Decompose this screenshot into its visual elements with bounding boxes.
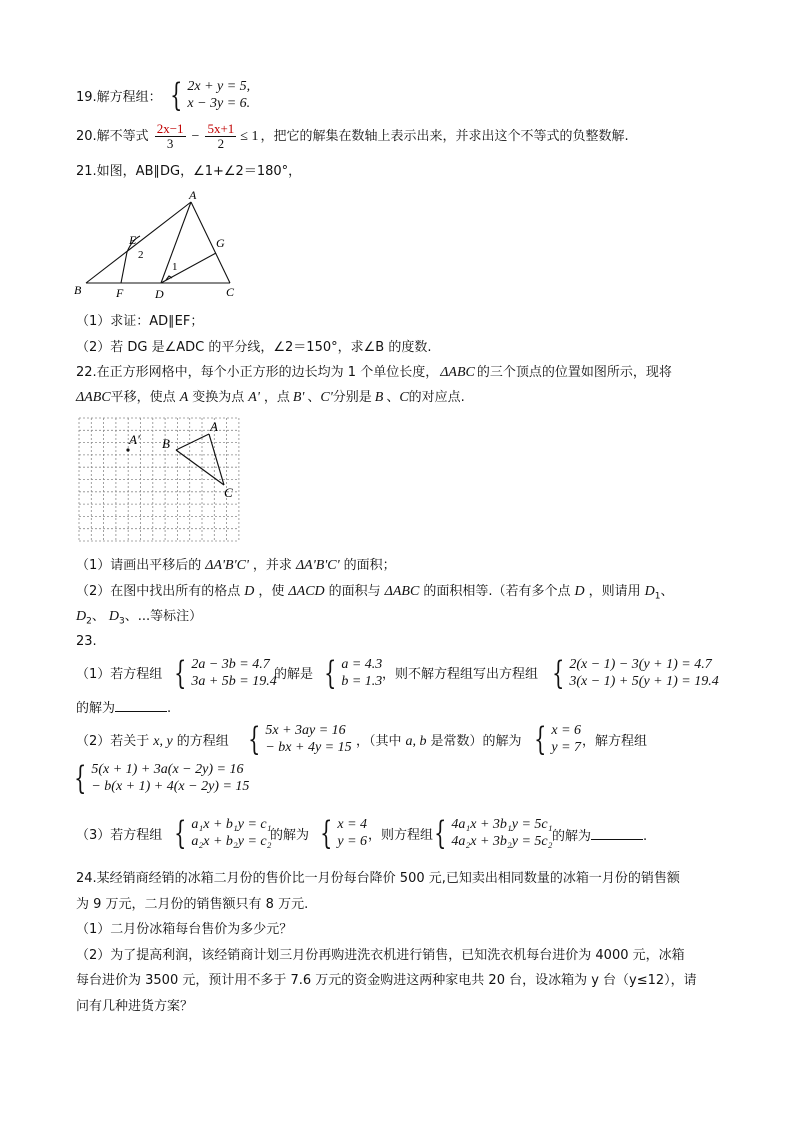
- q20-label: 20.解不等式: [76, 128, 149, 144]
- q22-label-a: A: [210, 419, 218, 434]
- q21-label-d: D: [155, 287, 164, 301]
- q23-s1-system: { 2a − 3b = 4.7 3a + 5b = 19.4: [174, 654, 277, 692]
- q20-line: [76, 122, 629, 151]
- q23-s1-mid2: ，则不解方程组写出方程组: [382, 667, 539, 682]
- q20-text: ，把它的解集在数轴上表示出来，并求出这个不等式的负整数解.: [260, 128, 629, 144]
- q23-s1-answer-blank[interactable]: [115, 699, 167, 712]
- q23-s1-question-system: { 2(x − 1) − 3(y + 1) = 4.7 3(x − 1) + 5(y + 1) = 19.4: [552, 654, 719, 692]
- q22-part1: （1）请画出平移后的 ΔA'B'C' ，并求 ΔA'B'C' 的面积；: [76, 558, 396, 573]
- q22-grid-figure: [78, 417, 242, 549]
- q23-s2-mid2: ，（其中 a, b 是常数）的解为: [356, 734, 522, 749]
- q23-s3-pre: （3）若方程组: [76, 828, 163, 843]
- q23-s3-question-system: { 4a₁x + 3b₁y = 5c₁ 4a₂x + 3b₂y = 5c₂: [434, 814, 553, 852]
- q23-s3-result: { x = 4 y = 6: [320, 814, 368, 852]
- q22-line1: 22.在正方形网格中，每个小正方形的边长均为 1 个单位长度， ΔABC 的三个顶点的位置如图所示，现将: [76, 365, 672, 380]
- q22-line2: ΔABC平移，使点 A 变换为点 A' ，点 B' 、C'分别是 B 、C的对应点.: [76, 390, 465, 405]
- q21-label: 21.如图，AB∥DG，∠1+∠2＝180°，: [76, 164, 302, 179]
- q23-s2-result: { x = 6 y = 7: [534, 720, 582, 758]
- q22-label-b: B: [162, 436, 170, 451]
- q21-triangle-figure: [70, 190, 250, 302]
- q23-s2-tail: ，解方程组: [582, 734, 648, 749]
- q20-frac1: $\frac{2x-1}{3}$: [156, 121, 184, 151]
- q22-point-a-prime: [126, 448, 129, 451]
- q19-eq1: 2x + y = 5,: [187, 79, 251, 94]
- q24-part2-line1: （2）为了提高利润，该经销商计划三月份再购进洗衣机进行销售，已知洗衣机每台进价为 4000 元，冰箱: [76, 948, 685, 963]
- q21-label-f: F: [116, 286, 124, 300]
- q23-s1-result: { a = 4.3 b = 1.3: [324, 654, 383, 692]
- q21-label-e: E: [129, 233, 137, 247]
- q23-s3-mid: 的解为: [270, 828, 310, 843]
- q21-label-g: G: [216, 236, 225, 250]
- q20-minus: −: [191, 128, 200, 144]
- q24-line1: 24.某经销商经销的冰箱二月份的售价比一月份每台降价 500 元,已知卖出相同数量的冰箱一月份的销售额: [76, 871, 680, 886]
- q22-part2: （2）在图中找出所有的格点 D ，使 ΔACD 的面积与 ΔABC 的面积相等.（若有多个点 D ，则请用 $D_1$、: [76, 584, 674, 602]
- q22-label-a-prime: A': [129, 432, 140, 447]
- q24-part2-line3: 问有几种进货方案？: [76, 999, 194, 1014]
- q21-label-b: B: [74, 283, 82, 297]
- q24-part2-line2: 每台进价为 3500 元，预计用不多于 7.6 万元的资金购进这两种家电共 20 台，设冰箱为 y 台（y≤12），请: [76, 973, 697, 988]
- q23-s1-pre: （1）若方程组: [76, 667, 163, 682]
- q22-label-c: C: [224, 485, 233, 500]
- q19-eq2: x − 3y = 6.: [187, 96, 251, 111]
- q20-tail: ≤ 1: [240, 128, 259, 144]
- q21-part1: （1）求证：AD∥EF；: [76, 314, 204, 329]
- q24-part1: （1）二月份冰箱每台售价为多少元？: [76, 922, 293, 937]
- q23-s3-system: { a₁x + b₁y = c₁ a₂x + b₂y = c₂: [174, 814, 272, 852]
- q23-s3-tail: 的解为 .: [552, 829, 648, 844]
- q21-angle-1: 1: [172, 261, 178, 273]
- q23-s1-mid: 的解是: [274, 667, 314, 682]
- q24-line2: 为 9 万元，二月份的销售额只有 8 万元.: [76, 897, 309, 912]
- q21-label-c: C: [226, 285, 235, 299]
- q22-part2-cont: $D_2$、 $D_3$、...等标注）: [76, 609, 203, 627]
- q21-angle-2: 2: [138, 249, 144, 261]
- q21-part2: （2）若 DG 是∠ADC 的平分线，∠2＝150°，求∠B 的度数.: [76, 340, 432, 355]
- q23-s1-tail: 的解为 .: [76, 701, 172, 716]
- q23-label: 23.: [76, 634, 97, 649]
- q23-s3-mid2: ，则方程组: [368, 828, 434, 843]
- q20-frac2: $\frac{5x+1}{2}$: [207, 121, 235, 151]
- q23-s2-line: （2）若关于 x, y 的方程组: [76, 734, 229, 749]
- q19-system: { 2x + y = 5, x − 3y = 6.: [170, 76, 251, 114]
- q23-s3-answer-blank[interactable]: [591, 827, 643, 840]
- q21-label-a: A: [189, 190, 197, 202]
- q23-s2-question-system: { 5(x + 1) + 3a(x − 2y) = 16 − b(x + 1) + 4(x − 2y) = 15: [74, 759, 250, 797]
- q23-s2-system: { 5x + 3ay = 16 − bx + 4y = 15: [248, 720, 352, 758]
- q19-label: 19.解方程组：: [76, 90, 162, 105]
